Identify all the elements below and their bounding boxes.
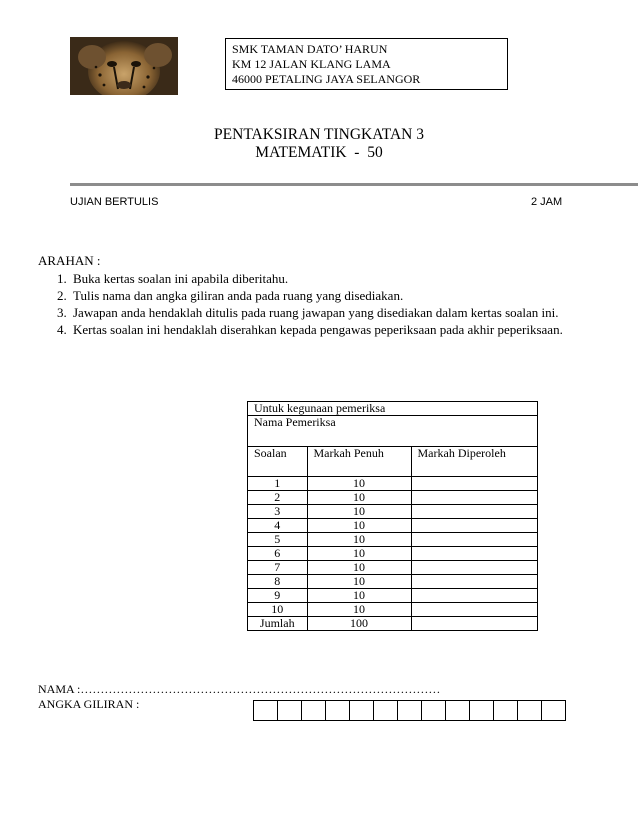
obtained-marks-cell[interactable]	[411, 505, 537, 519]
angka-giliran-box[interactable]	[542, 701, 566, 720]
full-marks-cell: 10	[307, 589, 411, 603]
examiner-name-cell[interactable]: Nama Pemeriksa	[248, 416, 538, 447]
angka-giliran-box[interactable]	[398, 701, 422, 720]
obtained-marks-cell[interactable]	[411, 575, 537, 589]
question-number-cell: 5	[248, 533, 308, 547]
table-row	[248, 547, 538, 561]
table-row	[248, 603, 538, 617]
angka-giliran-box[interactable]	[326, 701, 350, 720]
full-marks-cell: 10	[307, 505, 411, 519]
instruction-number: 1.	[57, 271, 67, 286]
obtained-marks-cell[interactable]	[411, 589, 537, 603]
angka-giliran-box[interactable]	[254, 701, 278, 720]
instruction-number: 4.	[57, 322, 67, 337]
instruction-item	[38, 270, 603, 287]
full-marks-cell: 10	[307, 603, 411, 617]
cheetah-photo	[70, 37, 178, 95]
full-marks-cell: 10	[307, 519, 411, 533]
angka-giliran-box[interactable]	[470, 701, 494, 720]
table-row	[248, 505, 538, 519]
question-number-cell: 7	[248, 561, 308, 575]
total-obtained-cell[interactable]	[411, 617, 537, 631]
table-row	[248, 589, 538, 603]
full-marks-cell: 10	[307, 491, 411, 505]
marks-table-body	[248, 477, 538, 617]
angka-giliran-label: ANGKA GILIRAN :	[38, 697, 140, 711]
total-label: Jumlah	[248, 617, 308, 631]
table-row	[248, 477, 538, 491]
question-number-cell: 8	[248, 575, 308, 589]
table-row	[248, 533, 538, 547]
obtained-marks-cell[interactable]	[411, 477, 537, 491]
obtained-marks-cell[interactable]	[411, 519, 537, 533]
instructions-heading: ARAHAN :	[38, 253, 101, 268]
angka-giliran-box[interactable]	[350, 701, 374, 720]
exam-title: PENTAKSIRAN TINGKATAN 3	[214, 126, 424, 143]
table-row	[248, 561, 538, 575]
angka-giliran-box[interactable]	[302, 701, 326, 720]
full-marks-cell: 10	[307, 477, 411, 491]
obtained-marks-cell[interactable]	[411, 533, 537, 547]
school-address-box	[225, 38, 508, 90]
column-header-markah-diperoleh: Markah Diperoleh	[411, 447, 537, 477]
obtained-marks-cell[interactable]	[411, 491, 537, 505]
total-value: 100	[307, 617, 411, 631]
instruction-number: 2.	[57, 288, 67, 303]
school-address-line-1: KM 12 JALAN KLANG LAMA	[232, 57, 391, 71]
angka-giliran-box[interactable]	[518, 701, 542, 720]
column-header-markah-penuh: Markah Penuh	[307, 447, 411, 477]
angka-giliran-box[interactable]	[446, 701, 470, 720]
exam-duration: 2 JAM	[531, 196, 563, 208]
instructions-list	[38, 270, 603, 338]
full-marks-cell: 10	[307, 533, 411, 547]
exam-subject: MATEMATIK - 50	[255, 144, 383, 161]
exam-heading	[0, 126, 638, 162]
header-divider	[70, 183, 638, 186]
full-marks-cell: 10	[307, 547, 411, 561]
examiner-marks-table	[247, 401, 538, 631]
question-number-cell: 3	[248, 505, 308, 519]
question-number-cell: 6	[248, 547, 308, 561]
table-row	[248, 491, 538, 505]
question-number-cell: 9	[248, 589, 308, 603]
question-number-cell: 1	[248, 477, 308, 491]
school-address-line-2: 46000 PETALING JAYA SELANGOR	[232, 72, 421, 86]
instruction-item	[38, 304, 603, 321]
obtained-marks-cell[interactable]	[411, 547, 537, 561]
instruction-text: Jawapan anda hendaklah ditulis pada ruang jawapan yang disediakan dalam kertas soalan ini.	[73, 305, 559, 320]
candidate-name-field[interactable]: NAMA :………………………………………………………………………………	[38, 682, 441, 696]
column-header-soalan: Soalan	[248, 447, 308, 477]
angka-giliran-boxes	[253, 700, 566, 721]
angka-giliran-box[interactable]	[374, 701, 398, 720]
full-marks-cell: 10	[307, 561, 411, 575]
instruction-text: Kertas soalan ini hendaklah diserahkan kepada pengawas peperiksaan pada akhir peperiksaan.	[73, 322, 563, 337]
instruction-text: Buka kertas soalan ini apabila diberitahu.	[73, 271, 289, 286]
school-name: SMK TAMAN DATO’ HARUN	[232, 42, 388, 56]
examiner-table-header: Untuk kegunaan pemeriksa	[248, 402, 538, 416]
question-number-cell: 4	[248, 519, 308, 533]
instruction-text: Tulis nama dan angka giliran anda pada ruang yang disediakan.	[73, 288, 404, 303]
instruction-item	[38, 287, 603, 304]
angka-giliran-box[interactable]	[422, 701, 446, 720]
obtained-marks-cell[interactable]	[411, 561, 537, 575]
table-row	[248, 575, 538, 589]
question-number-cell: 2	[248, 491, 308, 505]
angka-giliran-box[interactable]	[494, 701, 518, 720]
full-marks-cell: 10	[307, 575, 411, 589]
exam-type: UJIAN BERTULIS	[70, 196, 159, 208]
question-number-cell: 10	[248, 603, 308, 617]
obtained-marks-cell[interactable]	[411, 603, 537, 617]
instruction-number: 3.	[57, 305, 67, 320]
instruction-item	[38, 321, 603, 338]
table-row	[248, 519, 538, 533]
angka-giliran-box[interactable]	[278, 701, 302, 720]
